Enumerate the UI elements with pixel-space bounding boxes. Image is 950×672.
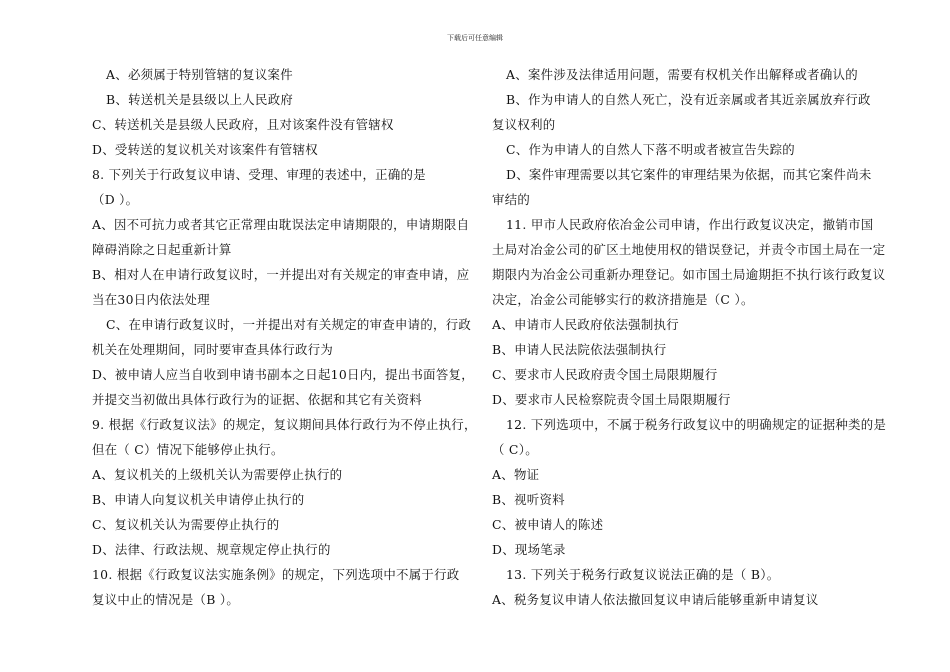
text-line: 11. 甲市人民政府依冶金公司申请，作出行政复议决定，撤销市国 xyxy=(506,217,874,232)
text-line: C、在申请行政复议时，一并提出对有关规定的审查申请的，行政 xyxy=(106,317,472,332)
text-line: A、因不可抗力或者其它正常理由耽误法定申请期限的，申请期限自 xyxy=(92,217,470,232)
text-line: 10. 根据《行政复议法实施条例》的规定，下列选项中不属于行政 xyxy=(92,567,460,582)
text-line: C、要求市人民政府责令国土局限期履行 xyxy=(492,367,718,382)
text-line: A、税务复议申请人依法撤回复议申请后能够重新申请复议 xyxy=(492,592,819,607)
text-line: 机关在处理期间，同时要审查具体行政行为 xyxy=(92,342,334,357)
text-line: 障碍消除之日起重新计算 xyxy=(92,242,232,257)
text-line: C、转送机关是县级人民政府，且对该案件没有管辖权 xyxy=(92,117,394,132)
text-line: 决定，冶金公司能够实行的救济措施是（C ）。 xyxy=(492,292,754,307)
text-line: 8. 下列关于行政复议申请、受理、审理的表述中，正确的是 xyxy=(92,167,426,182)
text-line: B、视听资料 xyxy=(492,492,565,507)
text-line: 土局对冶金公司的矿区土地使用权的错误登记，并责令市国土局在一定 xyxy=(492,242,886,257)
text-line: A、物证 xyxy=(492,467,540,482)
text-line: 并提交当初做出具体行政行为的证据、依据和其它有关资料 xyxy=(92,392,422,407)
text-line: D、被申请人应当自收到申请书副本之日起10日内，提出书面答复， xyxy=(92,367,474,382)
text-line: C、被申请人的陈述 xyxy=(492,517,604,532)
right-column xyxy=(492,62,897,612)
text-line: 复议权利的 xyxy=(492,117,556,132)
left-column xyxy=(92,62,497,612)
text-line: A、复议机关的上级机关认为需要停止执行的 xyxy=(92,467,343,482)
text-line: D、现场笔录 xyxy=(492,542,566,557)
text-line: B、申请人向复议机关申请停止执行的 xyxy=(92,492,305,507)
text-line: C、复议机关认为需要停止执行的 xyxy=(92,517,280,532)
text-line: D、法律、行政法规、规章规定停止执行的 xyxy=(92,542,331,557)
text-line: C、作为申请人的自然人下落不明或者被宣告失踪的 xyxy=(506,142,795,157)
text-line: B、作为申请人的自然人死亡，没有近亲属或者其近亲属放弃行政 xyxy=(506,92,871,107)
text-line: 但在（ C）情况下能够停止执行。 xyxy=(92,442,284,457)
text-line: 13. 下列关于税务行政复议说法正确的是（ B）。 xyxy=(506,567,780,582)
text-line: B、转送机关是县级以上人民政府 xyxy=(106,92,294,107)
text-line: A、案件涉及法律适用问题，需要有权机关作出解释或者确认的 xyxy=(506,67,858,82)
text-line: A、申请市人民政府依法强制执行 xyxy=(492,317,679,332)
text-line: D、案件审理需要以其它案件的审理结果为依据，而其它案件尚未 xyxy=(506,167,872,182)
text-line: 审结的 xyxy=(492,192,531,207)
text-line: 当在30日内依法处理 xyxy=(92,292,210,307)
text-line: （D ）。 xyxy=(92,192,139,207)
text-line: 9. 根据《行政复议法》的规定，复议期间具体行政行为不停止执行， xyxy=(92,417,477,432)
text-line: D、受转送的复议机关对该案件有管辖权 xyxy=(92,142,318,157)
text-line: D、要求市人民检察院责令国土局限期履行 xyxy=(492,392,731,407)
text-line: B、申请人民法院依法强制执行 xyxy=(492,342,667,357)
text-line: （ C）。 xyxy=(492,442,538,457)
text-line: A、必须属于特别管辖的复议案件 xyxy=(106,67,293,82)
header-note: 下载后可任意编辑 xyxy=(447,34,503,42)
text-line: 12. 下列选项中，不属于税务行政复议中的明确规定的证据种类的是 xyxy=(506,417,887,432)
text-line: 期限内为冶金公司重新办理登记。如市国土局逾期拒不执行该行政复议 xyxy=(492,267,886,282)
text-line: B、相对人在申请行政复议时，一并提出对有关规定的审查申请，应 xyxy=(92,267,470,282)
text-line: 复议中止的情况是（B ）。 xyxy=(92,592,240,607)
